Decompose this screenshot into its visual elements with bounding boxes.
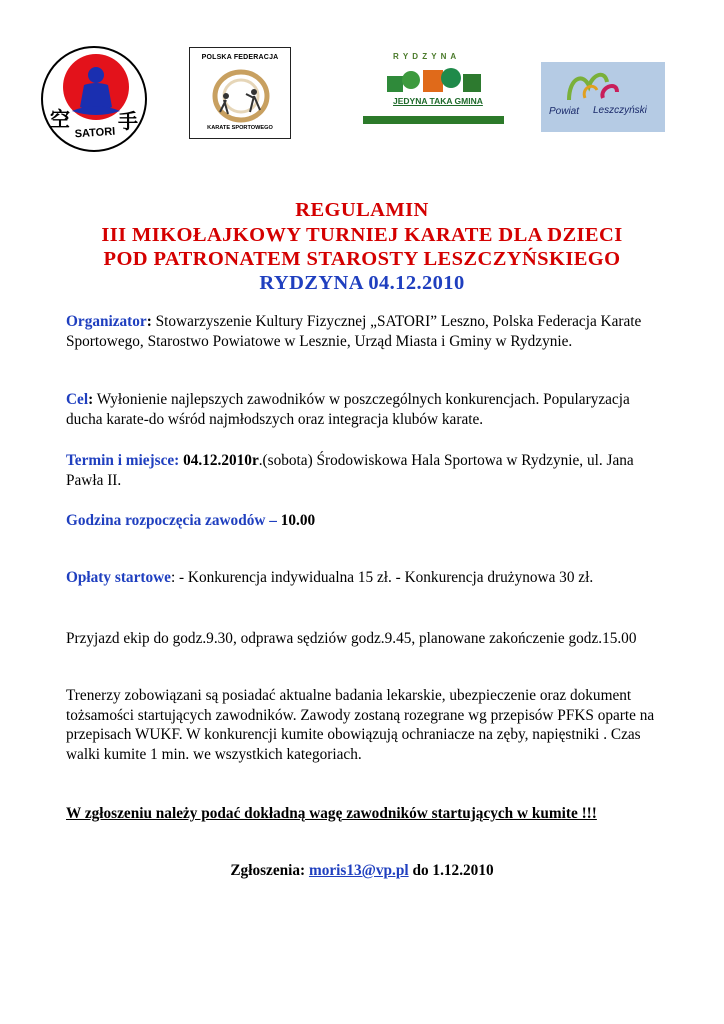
goal-colon: : — [88, 391, 94, 408]
powiat-logo — [541, 62, 665, 132]
organizer-colon: : — [146, 313, 152, 330]
title-regulamin: REGULAMIN — [295, 199, 429, 221]
powiat-logo-text-1: Powiat — [549, 106, 580, 117]
powiat-logo-text-2: Leszczyński — [593, 105, 647, 116]
goal-text: Wyłonienie najlepszych zawodników w poszczególnych konkurencjach. Popularyzacja ducha karate-do wśród najmłodszych oraz integracja klubów karate. — [66, 391, 630, 428]
satori-kanji-right: 手 — [118, 109, 138, 133]
date-place-paragraph — [66, 451, 666, 490]
title-place-date: RYDZYNA 04.12.2010 — [259, 272, 465, 294]
date-place-label: Termin i miejsce: — [66, 452, 180, 469]
weight-notice: W zgłoszeniu należy podać dokładną wagę zawodników startujących w kumite !!! — [66, 805, 597, 822]
registration-label: Zgłoszenia: — [230, 862, 309, 879]
goal-paragraph — [66, 390, 666, 429]
rydzyna-logo-top: R Y D Z Y N A — [393, 52, 458, 61]
fees-paragraph — [66, 568, 666, 588]
rydzyna-logo — [363, 52, 504, 125]
registration-line — [0, 861, 724, 881]
fees-label: Opłaty startowe — [66, 569, 171, 586]
title-patronage: POD PATRONATEM STAROSTY LESZCZYŃSKIEGO — [103, 248, 621, 270]
rydzyna-logo-bar — [363, 116, 504, 124]
date-place-date: 04.12.2010r — [179, 452, 259, 469]
date-place-text: .(sobota) Środowiskowa Hala Sportowa w Rydzynie, ul. Jana Pawła II. — [66, 452, 634, 489]
satori-logo — [40, 45, 148, 153]
pfks-logo-line2: KARATE SPORTOWEGO — [207, 125, 273, 131]
satori-kanji-left: 空 — [50, 107, 70, 131]
pfks-logo-line1: POLSKA FEDERACJA — [201, 54, 279, 61]
coaches-paragraph: Trenerzy zobowiązani są posiadać aktualne badania lekarskie, ubezpieczenie oraz dokument tożsamości startujących zawodników. Zawody zostaną rozegrane wg przepisów PFKS oparte na przepisach WUKF. W konkurencji kumite obowiązują ochraniacze na zęby, napięstniki . Czas walki kumite 1 min. we wszystkich kategoriach. — [66, 687, 655, 763]
fees-text: : - Konkurencja indywidualna 15 zł. - Konkurencja drużynowa 30 zł. — [170, 569, 594, 586]
organizer-label: Organizator — [66, 313, 147, 330]
start-time-value: 10.00 — [280, 512, 316, 529]
satori-text: SATORI — [74, 125, 116, 141]
pfks-logo — [189, 47, 291, 139]
start-time-label: Godzina rozpoczęcia zawodów – — [66, 512, 281, 529]
goal-label: Cel — [66, 391, 89, 408]
organizer-text: Stowarzyszenie Kultury Fizycznej „SATORI” Leszno, Polska Federacja Karate Sportowego, Starostwo Powiatowe w Lesznie, Urząd Miasta i Gminy w Rydzynie. — [66, 313, 642, 350]
organizer-paragraph — [66, 312, 666, 351]
start-time-paragraph — [66, 511, 666, 531]
arrival-paragraph: Przyjazd ekip do godz.9.30, odprawa sędziów godz.9.45, planowane zakończenie godz.15.00 — [66, 630, 637, 647]
registration-deadline: do 1.12.2010 — [408, 862, 494, 879]
rydzyna-logo-slogan: JEDYNA TAKA GMINA — [393, 96, 483, 106]
registration-email-link[interactable]: moris13@vp.pl — [308, 862, 409, 879]
title-tournament: III MIKOŁAJKOWY TURNIEJ KARATE DLA DZIECI — [101, 224, 623, 246]
